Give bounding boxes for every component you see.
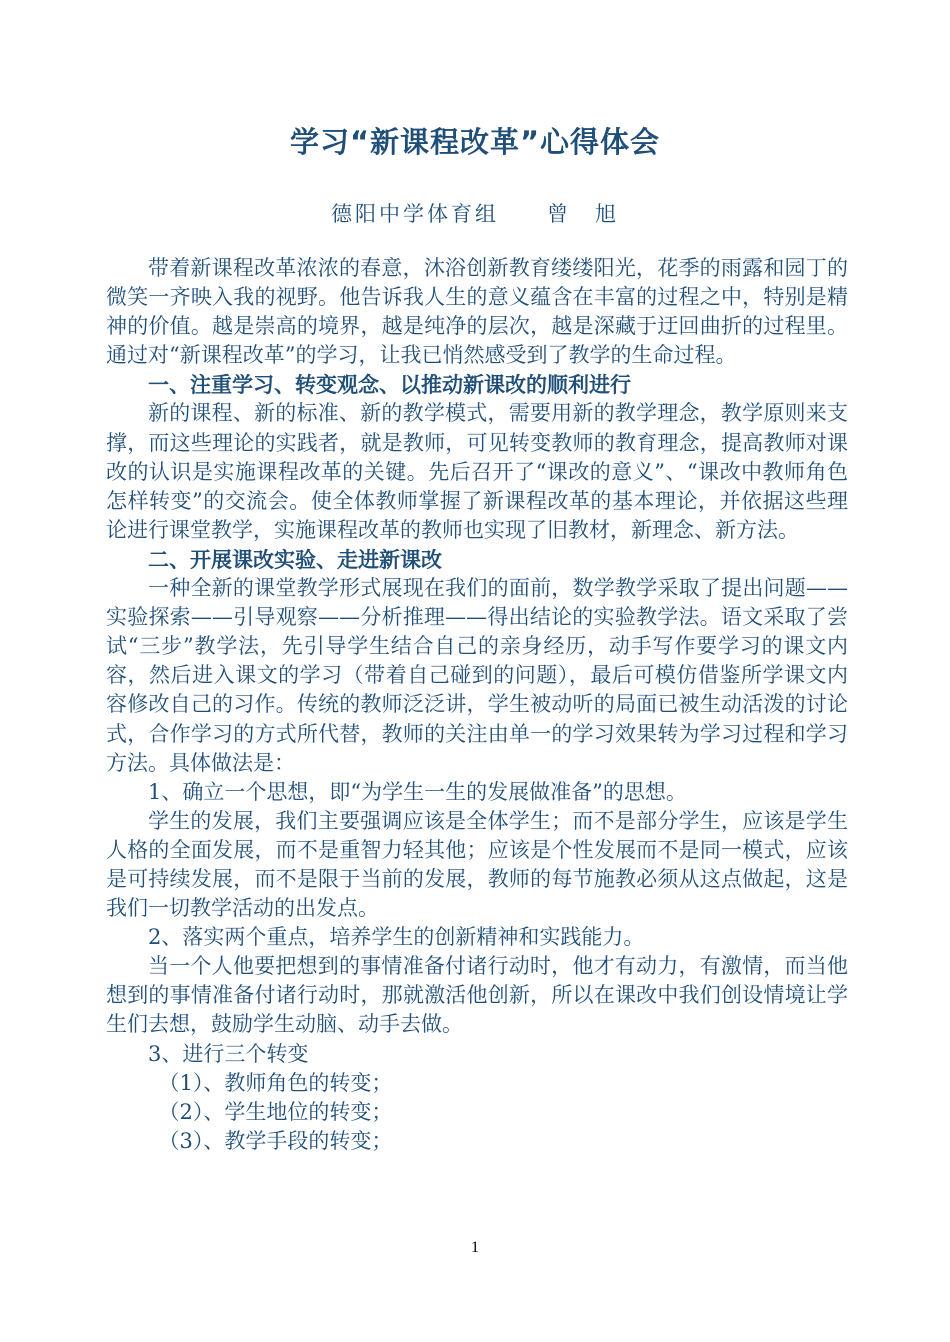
section-1-paragraph: 新的课程、新的标准、新的教学模式，需要用新的教学理念，教学原则来支撑，而这些理论的实践者，就是教师，可见转变教师的教育理念，提高教师对课改的认识是实施课程改革的关键。先后召开了“课改的意义”、“课改中教师角色怎样转变”的交流会。使全体教师掌握了新课程改革的基本理论，并依据这些理论进行课堂教学，实施课程改革的教师也实现了旧教材，新理念、新方法。 (106, 401, 848, 542)
point-2-paragraph: 当一个人他要把想到的事情准备付诸行动时，他才有动力，有激情，而当他想到的事情准备付诸行动时，那就激活他创新，所以在课改中我们创设情境让学生们去想，鼓励学生动脑、动手去做。 (106, 954, 848, 1037)
section-2-paragraph: 一种全新的课堂教学形式展现在我们的面前，数学教学采取了提出问题——实验探索——引导观察——分析推理——得出结论的实验教学法。语文采取了尝试“三步”教学法，先引导学生结合自己的亲身经历，动手写作要学习的课文内容，然后进入课文的学习（带着自己碰到的问题），最后可模仿借鉴所学课文内容修改自己的习作。传统的教师泛泛讲，学生被动听的局面已被生动活泼的讨论式，合作学习的方式所代替，教师的关注由单一的学习效果转为学习过程和学习方法。具体做法是： (106, 576, 848, 775)
point-3-heading: 3、进行三个转变 (148, 1041, 309, 1066)
list-item: （2）、学生地位的转变； (158, 1099, 393, 1124)
document-body (106, 254, 848, 1156)
point-1-heading: 1、确立一个思想，即“为学生一生的发展做准备”的思想。 (148, 779, 687, 804)
document-author: 德阳中学体育组 曾 旭 (331, 202, 619, 226)
point-1-paragraph: 学生的发展，我们主要强调应该是全体学生；而不是部分学生，应该是学生人格的全面发展，而不是重智力轻其他；应该是个性发展而不是同一模式，应该是可持续发展，而不是限于当前的发展，教师的每节施教必须从这点做起，这是我们一切教学活动的出发点。 (106, 808, 848, 921)
document-title: 学习“新课程改革”心得体会 (289, 125, 661, 159)
section-heading-1: 一、注重学习、转变观念、以推动新课改的顺利进行 (148, 372, 631, 398)
intro-paragraph: 带着新课程改革浓浓的春意，沐浴创新教育缕缕阳光，花季的雨露和园丁的微笑一齐映入我的视野。他告诉我人生的意义蕴含在丰富的过程之中，特别是精神的价值。越是崇高的境界，越是纯净的层次，越是深藏于迂回曲折的过程里。通过对“新课程改革”的学习，让我已悄然感受到了教学的生命过程。 (106, 256, 848, 368)
list-item: （1）、教师角色的转变； (158, 1070, 393, 1095)
list-item: （3）、教学手段的转变； (158, 1128, 393, 1153)
section-heading-2: 二、开展课改实验、走进新课改 (148, 546, 442, 572)
page-number: 1 (471, 1239, 479, 1256)
point-2-heading: 2、落实两个重点，培养学生的创新精神和实践能力。 (148, 925, 645, 950)
